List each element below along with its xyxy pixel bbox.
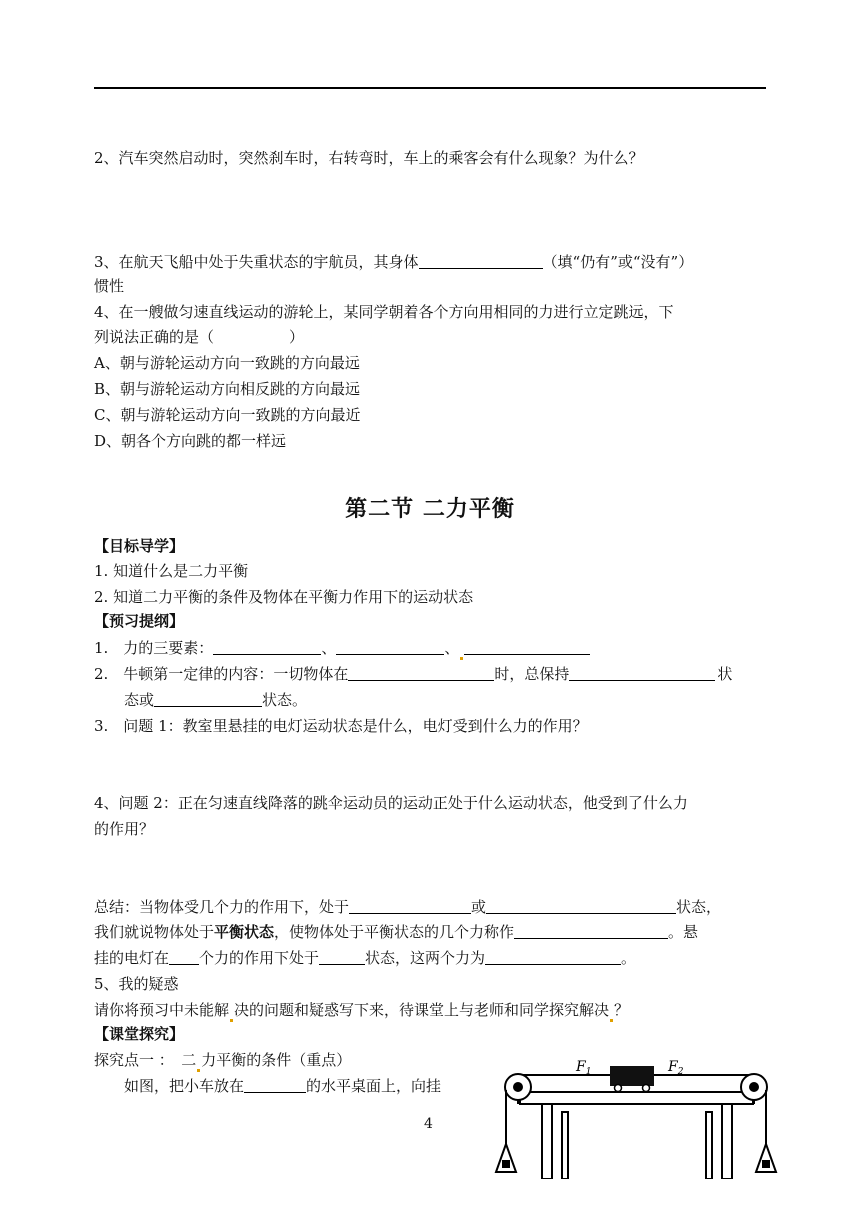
- mark-dot: [460, 657, 463, 660]
- question-3: 3、在航天飞船中处于失重状态的宇航员，其身体 （填“仍有”或“没有”）: [94, 253, 694, 271]
- question-5-cont: 请你将预习中未能解 决的问题和疑惑写下来，待课堂上与老师和同学探究解决 ？: [94, 998, 629, 1022]
- answer-blank[interactable]: [419, 252, 543, 269]
- preview-header: 【预习提纲】: [94, 612, 185, 630]
- option-d: D、朝各个方向跳的都一样远: [94, 432, 287, 450]
- mark-dot: [197, 1069, 200, 1072]
- question-3-cont: 惯性: [94, 277, 125, 295]
- option-c: C、朝与游轮运动方向一致跳的方向最近: [94, 406, 361, 424]
- mark-dot: [610, 1019, 613, 1022]
- preview-item-1: 1. 力的三要素： 、 、: [94, 636, 590, 660]
- question-4b: 4、问题 2：正在匀速直线降落的跳伞运动员的运动正处于什么运动状态，他受到了什么力: [94, 794, 688, 812]
- question-4-cont: 列说法正确的是（ ）: [94, 328, 305, 346]
- answer-blank[interactable]: [244, 1076, 306, 1093]
- preview-item-3: 3. 问题 1：教室里悬挂的电灯运动状态是什么，电灯受到什么力的作用？: [94, 717, 588, 735]
- option-b: B、朝与游轮运动方向相反跳的方向最远: [94, 380, 361, 398]
- question-4: 4、在一艘做匀速直线运动的游轮上，某同学朝着各个方向用相同的力进行立定跳远，下: [94, 303, 674, 321]
- cart: [610, 1066, 654, 1092]
- page-number: 4: [424, 1116, 433, 1132]
- question-4b-cont: 的作用？: [94, 820, 155, 838]
- answer-blank[interactable]: [464, 638, 590, 655]
- force-label-f1: $F_1$: [576, 1059, 592, 1077]
- answer-blank[interactable]: [319, 948, 365, 965]
- explore-paragraph: 如图，把小车放在 的水平桌面上，向挂: [94, 1077, 442, 1095]
- answer-blank[interactable]: [569, 664, 715, 681]
- question-2: 2、汽车突然启动时，突然刹车时，右转弯时，车上的乘客会有什么现象？为什么？: [94, 149, 644, 167]
- summary-line-1: 总结：当物体受几个力的作用下，处于 或 状态，: [94, 898, 722, 916]
- answer-blank[interactable]: [349, 897, 471, 914]
- section-title: 第二节 二力平衡: [345, 496, 515, 522]
- two-force-balance-figure: [492, 1054, 782, 1179]
- answer-blank[interactable]: [169, 948, 199, 965]
- goal-header: 【目标导学】: [94, 537, 185, 555]
- preview-item-2-cont: 态或 状态。: [124, 691, 308, 709]
- force-label-f2: $F_2$: [668, 1059, 684, 1077]
- mark-dot: [230, 1019, 233, 1022]
- summary-line-3: 挂的电灯在 个力的作用下处于 状态，这两个力为 。: [94, 949, 637, 967]
- explore-header: 【课堂探究】: [94, 1025, 185, 1043]
- goal-item-2: 2. 知道二力平衡的条件及物体在平衡力作用下的运动状态: [94, 588, 474, 606]
- question-5: 5、我的疑惑: [94, 975, 179, 993]
- goal-item-1: 1. 知道什么是二力平衡: [94, 562, 249, 580]
- preview-item-2: 2. 牛顿第一定律的内容：一切物体在 时，总保持 状: [94, 665, 733, 683]
- answer-blank[interactable]: [336, 638, 444, 655]
- summary-line-2: 我们就说物体处于平衡状态，使物体处于平衡状态的几个力称作 。悬: [94, 923, 699, 941]
- answer-blank[interactable]: [348, 664, 494, 681]
- answer-blank[interactable]: [486, 897, 676, 914]
- explore-point-1: 探究点一 ： 二 力平衡的条件（重点）: [94, 1048, 351, 1072]
- option-a: A、朝与游轮运动方向一致跳的方向最远: [94, 354, 360, 372]
- answer-blank[interactable]: [154, 690, 262, 707]
- header-rule: [94, 87, 766, 89]
- table-illustration: [496, 1074, 776, 1179]
- answer-blank[interactable]: [213, 638, 321, 655]
- answer-blank[interactable]: [485, 948, 621, 965]
- answer-blank[interactable]: [514, 922, 668, 939]
